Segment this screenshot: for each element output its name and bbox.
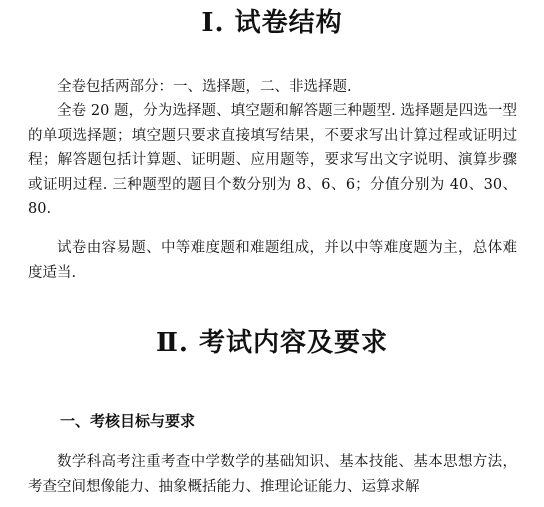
subsection-heading-objectives: 一、考核目标与要求	[60, 412, 196, 430]
paragraph-difficulty: 试卷由容易题、中等难度题和难题组成，并以中等难度题为主，总体难度适当.	[28, 240, 517, 281]
section-title-exam-content: Ⅱ. 考试内容及要求	[155, 328, 389, 358]
section-title-exam-structure: Ⅰ. 试卷结构	[201, 8, 343, 38]
paragraph-question-types: 全卷 20 题，分为选择题、填空题和解答题三种题型. 选择题是四选一型的单项选择题；填空题只要求直接填写结果，不要求写出计算过程或证明过程；解答题包括计算题、证明题、应用题等，要求写出文字说明、演算步骤或证明过程. 三种题型的题目个数分别为 8、6、6；分值分别为 40、30、80.	[28, 103, 517, 217]
paragraph-objectives: 数学科高考注重考查中学数学的基础知识、基本技能、基本思想方法，考查空间想像能力、抽象概括能力、推理论证能力、运算求解	[28, 454, 517, 495]
paragraph-exam-parts: 全卷包括两部分：一、选择题，二、非选择题.	[57, 79, 352, 95]
